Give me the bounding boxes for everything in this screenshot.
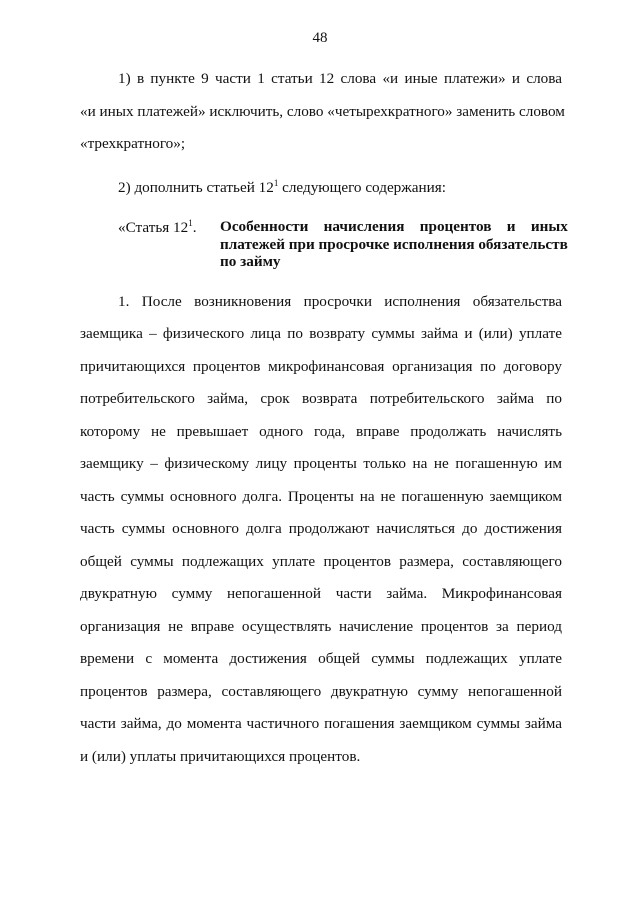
item2-text-before: 2) дополнить статьей 12 — [118, 178, 274, 196]
article-label — [118, 218, 220, 237]
clause1-line-13: процентов размера, составляющего двукратную сумму непогашенной — [80, 682, 562, 700]
clause1-line-5: которому не превышает одного года, вправе продолжать начислять — [80, 422, 562, 440]
clause1-line-12: времени с момента достижения общей суммы подлежащих уплате — [80, 650, 562, 667]
item1-line-1: 1) в пункте 9 части 1 статьи 12 слова «и иные платежи» и слова — [118, 70, 562, 87]
amendment-item-1 — [80, 63, 565, 161]
clause1-line-3: причитающихся процентов микрофинансовая организация по договору — [80, 357, 562, 375]
amendment-item-2 — [80, 172, 562, 205]
clause1-line-8: часть суммы основного долга продолжают начисляться до достижения — [80, 520, 562, 537]
clause1-line-9: общей суммы подлежащих уплате процентов размера, составляющего — [80, 552, 562, 570]
item1-line-2: «и иных платежей» исключить, слово «четырехкратного» заменить словом — [80, 102, 565, 120]
clause-1 — [80, 286, 562, 774]
article-title — [220, 218, 568, 271]
clause1-line-6: заемщику – физическому лицу проценты только на не погашенную им — [80, 455, 562, 472]
article-title-line-1: Особенности начисления процентов и иных — [220, 218, 568, 235]
page-number: 48 — [312, 30, 328, 46]
article-heading — [80, 218, 568, 271]
clause1-line-1: 1. После возникновения просрочки исполнения обязательства — [118, 292, 562, 310]
clause1-line-2: заемщика – физического лица по возврату суммы займа и (или) уплате — [80, 325, 562, 342]
document-body — [80, 63, 568, 773]
article-title-line-2: платежей при просрочке исполнения обязательств — [220, 235, 568, 253]
clause1-line-10: двукратную сумму непогашенной части займа. Микрофинансовая — [80, 585, 562, 602]
item2-text-after: следующего содержания: — [278, 178, 446, 196]
item2-line — [80, 172, 562, 205]
item2-superscript: 1 — [273, 177, 279, 188]
clause1-line-14: части займа, до момента частичного погашения заемщиком суммы займа — [80, 715, 562, 732]
clause1-line-4: потребительского займа, срок возврата потребительского займа по — [80, 390, 562, 407]
item1-line-3: «трехкратного»; — [80, 135, 186, 152]
clause1-line-11: организация не вправе осуществлять начисление процентов за период — [80, 617, 562, 635]
article-title-line-3: по займу — [220, 253, 281, 270]
clause1-line-7: часть суммы основного долга. Проценты на не погашенную заемщиком — [80, 487, 562, 505]
clause1-line-15: и (или) уплаты причитающихся процентов. — [80, 747, 361, 765]
article-label-superscript: 1 — [188, 218, 193, 228]
article-label-text: «Статья 12 — [118, 219, 189, 236]
article-label-dot: . — [192, 219, 197, 236]
